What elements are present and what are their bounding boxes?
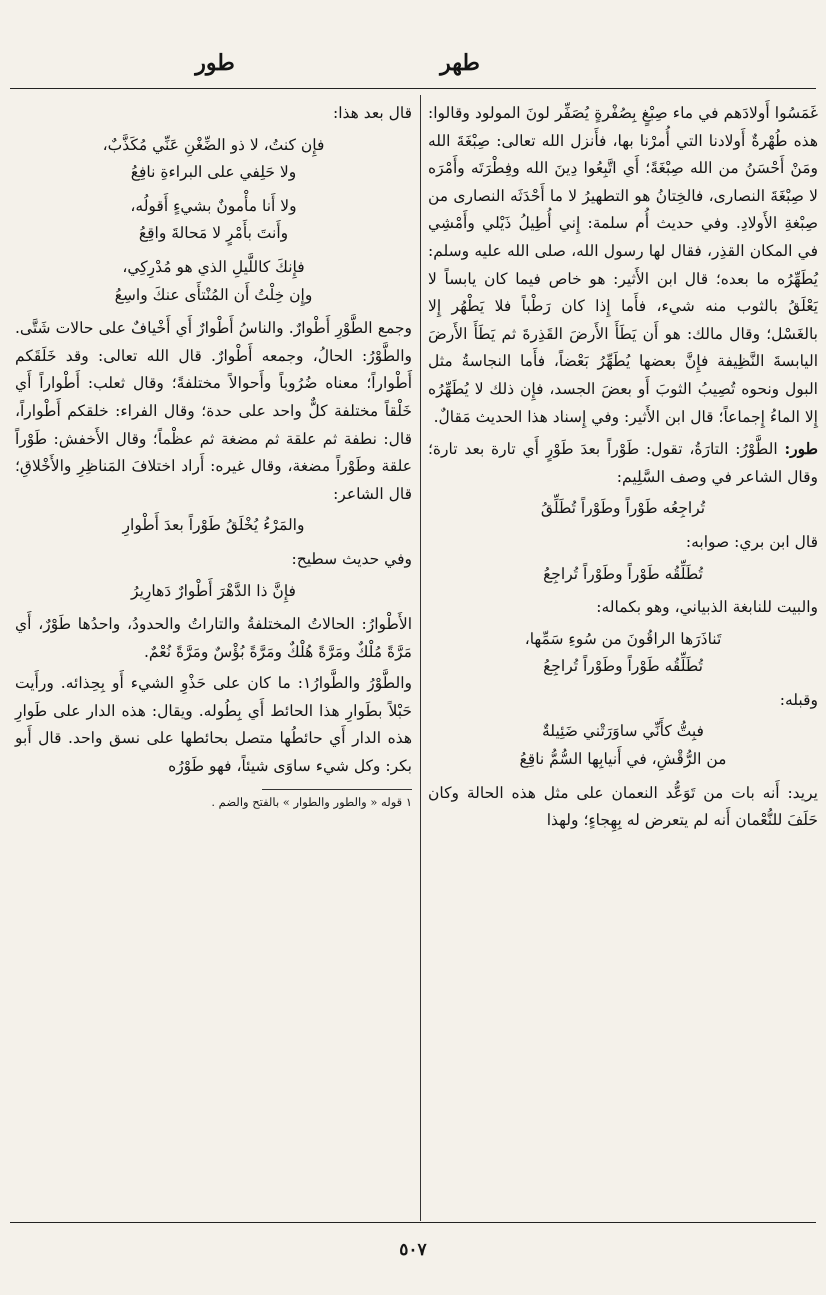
footer-rule <box>10 1222 816 1223</box>
verse <box>15 193 412 248</box>
running-header-right: طهر <box>440 50 480 76</box>
paragraph: وجمع الطَّوْرِ أَطْوارٌ. والناسُ أَطْوارٌ أَي أَخْيافٌ على حالات شَتَّى. والطَّوْرُ: الحالُ، وجمعه أَطْوارٌ. قال الله تعالى: وقد خَلَقَكم أَطْواراً؛ معناه ضُرُوباً وأَحوالاً مختلفةً؛ وقال ثعلب: أَطْواراً أَي خَلْقاً مختلفة كلٌّ واحد على حدة؛ وقال الفراء: خلقكم أَطْواراً، قال: نطفة ثم علقة ثم مضغة ثم عظْماً؛ وقال الأَخفش: طَوْراً علقة وطَوْراً مضغة، وقال غيره: أَراد اختلافَ المَناظِرِ والأَخْلاقِ؛ قال الشاعر: <box>15 319 412 503</box>
left-column <box>15 100 412 810</box>
verse <box>15 512 412 540</box>
verse-line: وإِن خِلْتُ أَن المُنْتأَى عنكَ واسِعُ <box>114 285 313 304</box>
header-rule <box>10 88 816 89</box>
paragraph: وقبله: <box>779 690 818 709</box>
paragraph: قال ابن بري: صوابه: <box>685 532 818 551</box>
paragraph: قال بعد هذا: <box>332 104 412 122</box>
verse-line: فبِتُّ كأَنِّي ساوَرَتْني ضَئِيلةٌ <box>542 722 704 741</box>
verse-line: ولا حَلِفي على البراءةِ نافِعُ <box>130 163 297 182</box>
verse-line: وأَنتَ بأَمْرٍ لا مَحالةَ واقِعُ <box>138 224 289 243</box>
paragraph: الأَطْوارُ: الحالاتُ المختلفةُ والتاراتُ والحدودُ، واحدُها طَوْرٌ، أَي مَرَّةً مُلْكٌ ومَرَّةً هُلْكٌ ومَرَّةً بُؤْسٌ ومَرَّةً نُعْمٌ. <box>15 615 412 661</box>
paragraph: والبيت للنابغة الذبياني، وهو بكماله: <box>596 598 818 617</box>
verse-line: ولا أَنا مأْمونٌ بشيءٍ أَقولُه، <box>130 196 297 215</box>
verse-line: تُطَلِّقُه طَوْراً وطَوْراً تُراجِعُ <box>543 564 703 583</box>
footnote-rule <box>262 789 412 790</box>
entry-text: الطَّوْرُ: التارَةُ، تقول: طَوْراً بعدَ طَوْرٍ أَي تارة بعد تارة؛ وقال الشاعر في وصف السَّلِيم: <box>428 440 818 486</box>
verse-line: تُراجِعُه طَوْراً وطَوْراً تُطَلِّقُ <box>540 499 706 518</box>
paragraph: يريد: أَنه بات من تَوَعُّد النعمان على مثل هذه الحالة وكان حَلَفَ للنُّعْمان أَنه لم يتعرض له بِهِجاءٍ؛ ولهذا <box>428 783 818 830</box>
paragraph: غَمَسُوا أَولادَهم في ماء صِبْغٍ بِصُفْرةٍ يُصَفِّر لونَ المولود وقالوا: هذه طُهْرةٌ أَولادنا التي أُمرْنا بها، فأَنزل الله تعالى: صِبْغَةَ الله ومَنْ أَحْسَنُ من الله صِبْغَةً؛ أَي اتَّبِعُوا دِينَ الله وفِطْرَتَه وأَمْرَه لا صِبْغَةَ النصارى، فالخِتانُ هو التطهيرُ لا ما أَحْدَثَه النصارى من صِبْغةِ الأَولادِ. وفي حديث أُم سلمة: إِني أُطِيلُ ذَيْلي وأَمْشِي في المكان القذِر، فقال لها رسول الله، صلى الله عليه وسلم: يُطَهِّرُه ما بعده؛ قال ابن الأَثير: هو خاص فيما كان يابساً لا يَعْلَقُ بالثوب منه شيء، فأَما إِذا كان رَطْباً فلا يَطْهُر إِلا بالغَسْل؛ وقال مالك: هو أَن يَطَأَ الأَرضَ القَذِرةَ ثم يَطَأَ الأَرضَ اليابسةَ النَّظِيفة فإِنَّ بعضها يُطَهِّرُ بَعْضاً، فأَما النجاسةُ مثل البول ونحوه تُصِيبُ الثوبَ أَو بعضَ الجسد، فإِن ذلك لا يُطَهِّرُه إِلا الماءُ إِجماعاً؛ قال ابن الأَثير: وفي إِسناد هذا الحديث مَقالٌ. <box>428 104 818 426</box>
verse <box>428 495 818 523</box>
verse <box>15 132 412 187</box>
verse <box>428 626 818 681</box>
verse <box>428 718 818 773</box>
footnote: ١ قوله « والطور والطوار » بالفتح والضم . <box>211 794 412 809</box>
verse-line: تُطَلِّقُه طَوْراً وطَوْراً تُراجِعُ <box>543 657 703 676</box>
verse <box>15 578 412 606</box>
verse <box>428 561 818 589</box>
verse-line: فإِنكَ كاللَّيلِ الذي هو مُدْرِكِي، <box>122 257 305 276</box>
column-separator <box>420 95 421 1221</box>
paragraph: والطَّوْرُ والطَّوارُ١: ما كان على حَذْوِ الشيء أَو بِحِذائه. ورأَيت حَبْلاً بطَوارِ هذا الحائط أَي بِطُوله. ويقال: هذه الدار على طَوارِ هذه الدار أَي حائطُها متصل بحائطها على نسق واحد. قال أَبو بكر: وكل شيء ساوَى شيئاً، فهو طَوْرُه <box>15 674 412 776</box>
running-header-left: طور <box>195 50 235 76</box>
verse-line: والمَرْءُ يُخْلَقُ طَوْراً بعدَ أَطْوارِ <box>122 516 305 535</box>
paragraph <box>428 435 818 491</box>
verse-line: من الرُّقْشِ، في أَنيابِها السُّمُّ ناقِعُ <box>519 750 727 769</box>
paragraph: وفي حديث سطيح: <box>291 549 412 568</box>
entry-headword: طور: <box>784 439 818 459</box>
verse-line: تَناذَرَها الراقُونَ من سُوءِ سَمِّها، <box>524 629 722 648</box>
verse-line: فإِن كنتُ، لا ذو الضِّغْنِ عَنِّي مُكَذَّبٌ، <box>102 135 325 154</box>
verse-line: فإِنَّ ذا الدَّهْرَ أَطْوارٌ دَهارِيرُ <box>131 581 296 600</box>
page-number: ٥٠٧ <box>399 1240 427 1260</box>
verse <box>15 254 412 309</box>
right-column <box>428 100 818 839</box>
